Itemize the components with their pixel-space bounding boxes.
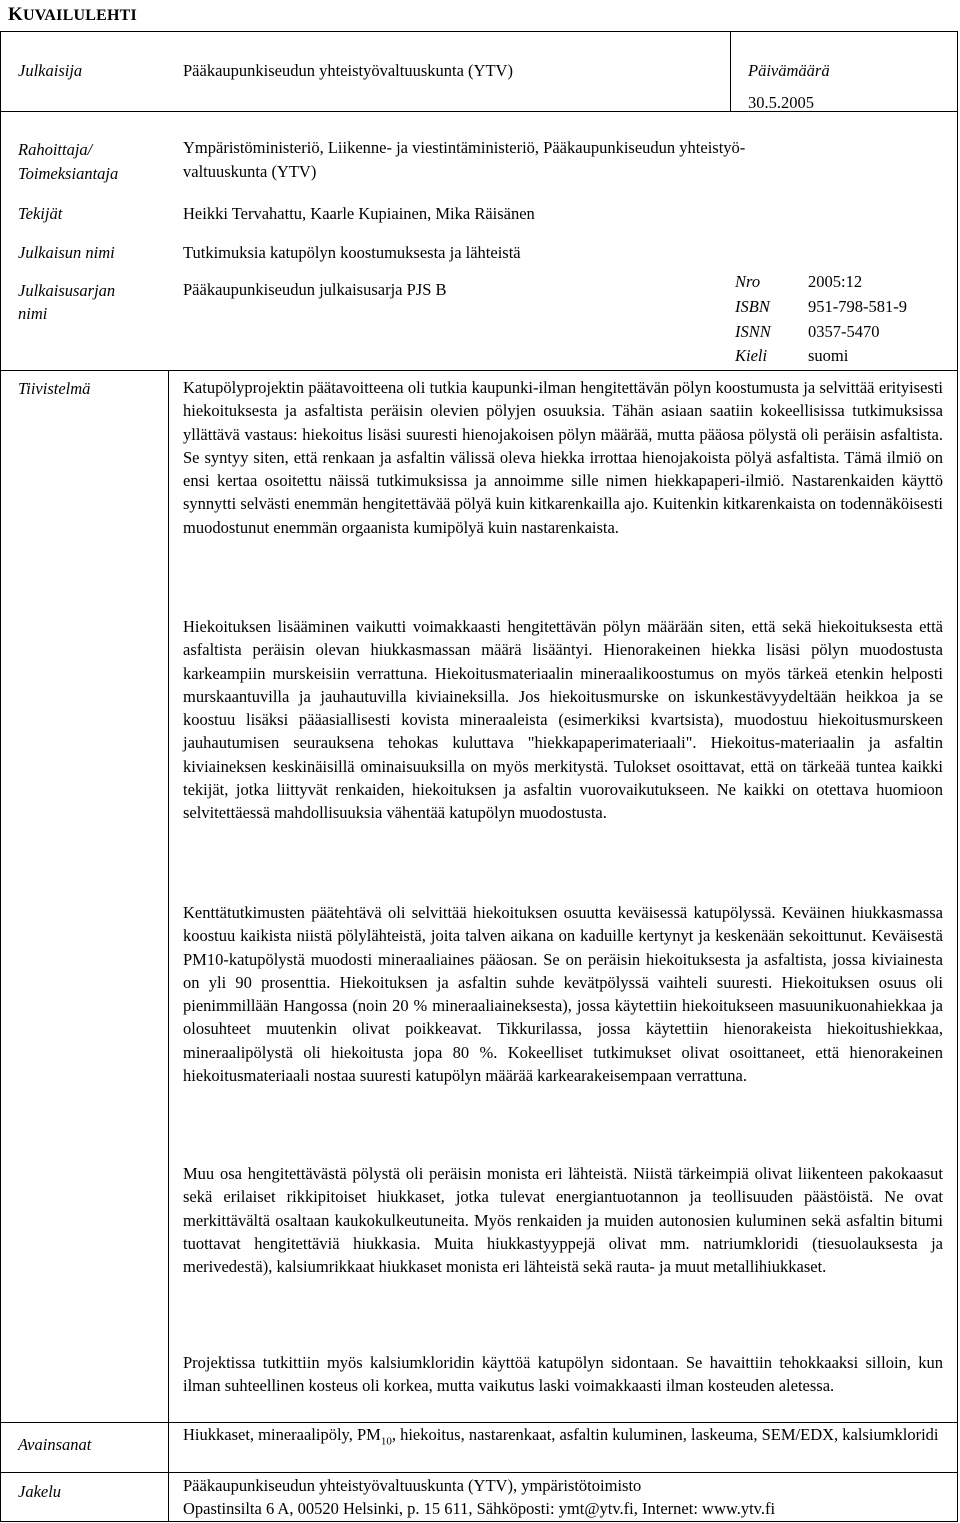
frame-bottom-line <box>0 1521 958 1522</box>
publisher-value: Pääkaupunkiseudun yhteistyövaltuuskunta (YTV) <box>183 61 513 80</box>
date-divider-line <box>730 31 731 111</box>
issn-value: 0357-5470 <box>808 322 880 341</box>
abstract-paragraph-2: Hiekoituksen lisääminen vaikutti voimakkaasti hengitettävän pölyn määrään siten, että sekä hiekoituksesta että asfaltista peräisin olevan hiukkasmassan määrä lisääntyi. Hienorakeinen hiekka lisäsi pölyn muodostusta karkeampiin murskeisiin verrattuna. Hiekoitusmateriaalin mineraalikoostumus on myös tärkeä etenkin helposti murskaantuvilla ja jauhautuvilla kiviaineksilla. Jos hiekoitusmurske on iskunkestävyydeltään heikkoa ja se koostuu lisäksi pääasiallisesti kovista mineraaleista (esimerkiksi kvartsista), muodostuu hiekoitusmurskeen jauhautumisen seurauksena tehokas kuluttava "hiekkapaperimateriaali". Hiekoitus-materiaalin ja asfaltin kiviaineksen keskinäisillä ominaisuuksilla on myös merkitystä. Tulokset osoittavat, että on tärkeää tuntea kaikki tekijät, jotka liittyvät renkaiden, hiekoituksen ja asfaltin vuorovaikutukseen. Ne kaikki on otettava huomioon selvitettäessä mahdollisuuksia vähentää katupölyn muodostusta. <box>183 617 943 823</box>
pubname-value: Tutkimuksia katupölyn koostumuksesta ja lähteistä <box>183 243 521 262</box>
page-title-rest: UVAILULEHTI <box>22 7 137 24</box>
header-divider-line <box>0 111 958 112</box>
date-label: Päivämäärä <box>748 61 830 80</box>
abstract-paragraph-4: Muu osa hengitettävästä pölystä oli peräisin monista eri lähteistä. Niistä tärkeimpiä olivat liikenteen pakokaasut sekä erilaiset rikkipitoiset hiukkaset, jotka tulevat energiantuotannon ja teollisuuden päästöistä. Ne ovat merkittävältä osaltaan kaukokulkeutuneita. Myös renkaiden ja muiden autonosien kuluminen sekä asfaltin bitumi tuottavat hengitettäviä hiukkasia. Muita hiukkastyyppejä olivat mm. natriumkloridi (tiesuolauksesta ja merivedestä), kalsiumrikkaat hiukkaset monista eri lähteistä sekä rauta- ja muut metallihiukkaset. <box>183 1164 943 1277</box>
issn-label: ISNN <box>735 322 771 341</box>
nro-label: Nro <box>735 272 761 291</box>
label-column-line <box>168 370 169 1521</box>
abstract-paragraph-1: Katupölyprojektin päätavoitteena oli tutkia kaupunki-ilman hengitettävän pölyn koostumusta ja selvittää erityisesti hiekoituksesta ja asfaltista peräisin olevien pölyjen osuuksia. Tähän asiaan saatiin kokeellisissa tutkimuksissa yllättävä vastaus: hiekoitus lisäsi suuresti hienojakoisen pölyn määrää, mutta pääosa pölystä oli peräisin asfaltista. Se syntyy siten, että renkaan ja asfaltin välissä oleva hiekka irrottaa hienojakoista pölyä asfaltista. Tämä ilmiö on ensi kertaa osoitettu näissä tutkimuksissa ja annoimme sille nimen hiekkapaperi-ilmiö. Nastarenkaiden käyttö synnytti selvästi enemmän hengitettävää pölyä kuin kitkarenkailla ajo. Kuitenkin kitkarenkaista on todennäköisesti muodostunut enemmän orgaanista kumipölyä kuin nastarenkaista. <box>183 378 943 537</box>
pubname-label: Julkaisun nimi <box>18 243 115 262</box>
series-value: Pääkaupunkiseudun julkaisusarja PJS B <box>183 280 447 299</box>
lang-value: suomi <box>808 346 849 365</box>
abstract-paragraph-3: Kenttätutkimusten päätehtävä oli selvittää hiekoituksen osuutta keväisessä katupölyssä. Keväinen hiukkasmassa koostuu kaikista niistä pölylähteistä, joita talven aikana on kaduille kertynyt ja keskenään sekoittunut. Keväisestä PM10-katupölystä muodosti mineraaliaines pääosan. Se on peräisin hiekoituksesta ja asfaltista, jossa kiviainesta on yli 90 prosenttia. Hiekoituksen ja asfaltin suhde kevätpölyssä vaihteli suuresti. Hiekoituksen osuus oli pienimmillään Hangossa (noin 20 % mineraaliaineksesta), jossa käytettiin hiekoitukseen masuunikuonahiekkaa ja olosuhteet muutenkin olivat poikkeavat. Tikkurilassa, jossa käytettiin hienorakeista hiekoitushiekkaa, mineraalipölystä oli hiekoitusta jopa 80 %. Kokeelliset tutkimukset olivat osoittaneet, että hienorakeinen hiekoitusmateriaali nostaa suuresti katupölyn määrää karkearakeisempaan verrattuna. <box>183 903 943 1086</box>
authors-label: Tekijät <box>18 204 63 223</box>
authors-value: Heikki Tervahattu, Kaarle Kupiainen, Mika Räisänen <box>183 204 535 223</box>
keywords-label: Avainsanat <box>18 1435 92 1454</box>
series-label: Julkaisusarjan nimi <box>18 281 116 323</box>
funder-label: Rahoittaja/ Toimeksiantaja <box>18 140 119 183</box>
keywords-text-start: Hiukkaset, mineraalipöly, PM <box>183 1425 381 1444</box>
date-value: 30.5.2005 <box>748 93 814 112</box>
keywords-value <box>183 1423 943 1453</box>
distribution-line-1: Pääkaupunkiseudun yhteistyövaltuuskunta (YTV), ympäristötoimisto <box>183 1476 642 1495</box>
funder-value: Ympäristöministeriö, Liikenne- ja viestintäministeriö, Pääkaupunkiseudun yhteistyö- valtuuskunta (YTV) <box>183 138 746 181</box>
distribution-line-2: Opastinsilta 6 A, 00520 Helsinki, p. 15 611, Sähköposti: ymt@ytv.fi, Internet: www.ytv.fi <box>183 1499 776 1518</box>
frame-top-line <box>0 31 958 32</box>
frame-left-line <box>0 31 1 1521</box>
publisher-label: Julkaisija <box>18 61 83 80</box>
distribution-label: Jakelu <box>18 1482 62 1501</box>
fields-divider-line <box>0 370 958 371</box>
isbn-label: ISBN <box>735 297 770 316</box>
lang-label: Kieli <box>735 346 768 365</box>
distribution-divider-line <box>0 1472 958 1473</box>
isbn-value: 951-798-581-9 <box>808 297 907 316</box>
frame-right-line <box>957 31 958 1521</box>
keywords-subscript: 10 <box>380 1435 392 1448</box>
abstract-paragraph-5: Projektissa tutkittiin myös kalsiumkloridin käyttöä katupölyn sidontaan. Se havaittiin tehokkaaksi silloin, kun ilman suhteellinen kosteus oli korkea, mutta vaikutus laski voimakkaasti ilman kosteuden aletessa. <box>183 1353 943 1396</box>
page-title: KUVAILULEHTI <box>8 4 137 25</box>
nro-value: 2005:12 <box>808 272 863 291</box>
keywords-text-end: , hiekoitus, nastarenkaat, asfaltin kuluminen, laskeuma, SEM/EDX, kalsiumkloridi <box>391 1425 939 1444</box>
abstract-label: Tiivistelmä <box>18 379 91 398</box>
